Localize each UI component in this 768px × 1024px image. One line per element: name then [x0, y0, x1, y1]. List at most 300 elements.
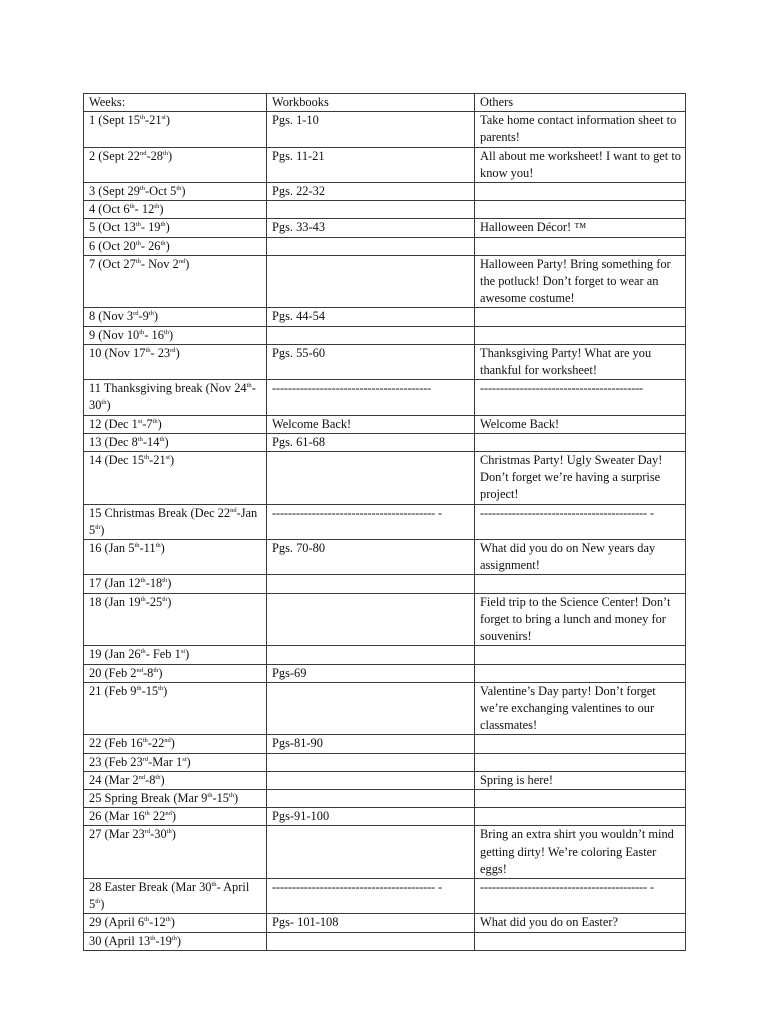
- workbook-pages: Welcome Back!: [272, 416, 352, 431]
- table-row: [84, 344, 686, 379]
- ordinal-suffix: st: [161, 114, 166, 122]
- table-row: [84, 682, 686, 735]
- week-text-part: ): [100, 522, 105, 537]
- week-label: [89, 112, 262, 129]
- week-text-part: ): [159, 202, 164, 217]
- others-note: Valentine’s Day party! Don’t forget we’re exchanging valentines to our classmates!: [480, 683, 656, 733]
- others-cell: [475, 452, 686, 505]
- week-label: [89, 308, 262, 325]
- table-row: [84, 183, 686, 201]
- others-cell: [475, 112, 686, 147]
- others-cell: [475, 255, 686, 308]
- week-cell: [84, 380, 267, 415]
- week-text-part: 22: [149, 809, 166, 824]
- week-text-part: 3 (Sept 29: [89, 184, 140, 199]
- week-text-part: 8 (Nov 3: [89, 309, 134, 324]
- week-text-part: ): [170, 453, 175, 468]
- table-row: [84, 808, 686, 826]
- ordinal-suffix: th: [228, 791, 235, 799]
- header-workbooks: Workbooks: [267, 94, 475, 112]
- week-text-part: ): [181, 184, 186, 199]
- week-cell: [84, 735, 267, 753]
- week-cell: [84, 914, 267, 932]
- week-cell: [84, 415, 267, 433]
- table-row: [84, 789, 686, 807]
- ordinal-suffix: th: [129, 203, 135, 211]
- others-cell: [475, 308, 686, 326]
- ordinal-suffix: th: [171, 934, 177, 942]
- others-cell: [475, 219, 686, 237]
- week-text-part: ): [153, 309, 159, 324]
- table-row: [84, 433, 686, 451]
- workbook-cell: [267, 326, 475, 344]
- week-cell: [84, 826, 267, 879]
- week-text-part: -15: [212, 790, 229, 805]
- week-text-part: 28 Easter Break (Mar 30: [89, 879, 212, 894]
- week-text-part: -25: [145, 594, 163, 609]
- table-row: [84, 932, 686, 950]
- others-note: Halloween Party! Bring something for the potluck! Don’t forget to wear an awesome costume!: [480, 256, 671, 306]
- week-text-part: -Oct 5: [145, 184, 177, 199]
- week-text-part: ): [170, 915, 175, 930]
- ordinal-suffix: nd: [230, 506, 237, 514]
- week-text-part: -30: [150, 827, 167, 842]
- week-label: [89, 505, 262, 539]
- others-note: ------------------------------------------ -: [480, 505, 654, 520]
- week-text-part: ): [170, 736, 175, 751]
- others-note: What did you do on Easter?: [480, 915, 618, 930]
- week-label: [89, 790, 262, 807]
- week-text-part: ): [176, 933, 182, 948]
- workbook-cell: [267, 808, 475, 826]
- week-text-part: -8: [145, 772, 156, 787]
- table-row: [84, 771, 686, 789]
- week-text-part: 7 (Oct 27: [89, 256, 136, 271]
- week-label: [89, 808, 262, 825]
- workbook-cell: [267, 504, 475, 539]
- week-cell: [84, 575, 267, 593]
- workbook-cell: [267, 308, 475, 326]
- ordinal-suffix: th: [140, 648, 146, 656]
- ordinal-suffix: th: [160, 239, 166, 247]
- others-cell: [475, 753, 686, 771]
- week-text-part: 9 (Nov 10: [89, 327, 140, 342]
- ordinal-suffix: th: [160, 221, 166, 229]
- week-text-part: ): [169, 327, 174, 342]
- ordinal-suffix: th: [166, 828, 172, 836]
- week-label: [89, 148, 262, 165]
- others-cell: [475, 540, 686, 575]
- week-label: [89, 646, 262, 663]
- ordinal-suffix: nd: [139, 149, 147, 157]
- ordinal-suffix: th: [137, 435, 143, 443]
- ordinal-suffix: th: [145, 346, 151, 354]
- week-cell: [84, 540, 267, 575]
- week-text-part: ): [186, 754, 191, 769]
- week-text-part: ): [165, 113, 171, 128]
- header-weeks: Weeks:: [84, 94, 267, 112]
- week-label: [89, 452, 262, 469]
- week-text-part: 16 (Jan 5: [89, 541, 135, 556]
- ordinal-suffix: th: [150, 934, 156, 942]
- workbook-pages: Pgs. 1-10: [272, 113, 319, 128]
- week-cell: [84, 932, 267, 950]
- workbook-cell: [267, 219, 475, 237]
- ordinal-suffix: nd: [178, 257, 186, 265]
- week-cell: [84, 593, 267, 646]
- workbook-cell: [267, 452, 475, 505]
- ordinal-suffix: th: [162, 595, 168, 603]
- ordinal-suffix: th: [162, 577, 168, 585]
- ordinal-suffix: rd: [142, 755, 149, 763]
- table-row: [84, 540, 686, 575]
- week-label: [89, 665, 262, 682]
- week-text-part: 10 (Nov 17: [89, 345, 146, 360]
- week-text-part: -Mar 1: [148, 754, 183, 769]
- others-note: All about me worksheet! I want to get to know you!: [480, 148, 681, 180]
- ordinal-suffix: th: [136, 684, 142, 692]
- table-row: [84, 237, 686, 255]
- ordinal-suffix: th: [144, 916, 150, 924]
- others-cell: [475, 826, 686, 879]
- workbook-pages: Pgs. 11-21: [272, 148, 325, 163]
- week-text-part: ): [158, 665, 163, 680]
- week-text-part: 30 (April 13: [89, 933, 151, 948]
- ordinal-suffix: th: [135, 257, 141, 265]
- week-text-part: 15 Christmas Break (Dec 22: [89, 505, 231, 520]
- ordinal-suffix: th: [211, 880, 217, 888]
- week-text-part: ): [106, 398, 111, 413]
- week-text-part: ): [168, 148, 173, 163]
- others-cell: [475, 237, 686, 255]
- ordinal-suffix: nd: [165, 810, 172, 818]
- workbook-cell: [267, 878, 475, 913]
- week-text-part: 4 (Oct 6: [89, 202, 130, 217]
- week-text-part: - 26: [140, 238, 161, 253]
- workbook-cell: [267, 826, 475, 879]
- week-label: [89, 879, 262, 913]
- week-text-part: -11: [139, 541, 156, 556]
- week-text-part: 21 (Feb 9: [89, 683, 137, 698]
- week-label: [89, 416, 262, 433]
- week-label: [89, 238, 262, 255]
- week-text-part: 18 (Jan 19: [89, 594, 141, 609]
- week-text-part: 17 (Jan 12: [89, 576, 141, 591]
- week-text-part: ): [164, 434, 169, 449]
- others-note: What did you do on New years day assignment!: [480, 541, 656, 573]
- others-cell: [475, 575, 686, 593]
- ordinal-suffix: th: [144, 810, 150, 818]
- workbook-cell: [267, 914, 475, 932]
- table-row: [84, 593, 686, 646]
- ordinal-suffix: th: [176, 185, 182, 193]
- others-cell: [475, 593, 686, 646]
- week-text-part: -15: [141, 683, 159, 698]
- workbook-pages: Pgs. 61-68: [272, 434, 326, 449]
- table-row: [84, 255, 686, 308]
- others-cell: [475, 932, 686, 950]
- ordinal-suffix: th: [153, 666, 159, 674]
- week-label: [89, 683, 262, 700]
- workbook-pages: Pgs. 22-32: [272, 184, 326, 199]
- week-text-part: 23 (Feb 23: [89, 754, 143, 769]
- week-text-part: 1 (Sept 15: [89, 113, 140, 128]
- ordinal-suffix: th: [139, 328, 145, 336]
- others-cell: [475, 682, 686, 735]
- table-row: [84, 326, 686, 344]
- schedule-table: [83, 93, 686, 951]
- ordinal-suffix: th: [158, 684, 164, 692]
- others-cell: [475, 664, 686, 682]
- workbook-pages: Pgs-91-100: [272, 809, 330, 824]
- ordinal-suffix: st: [165, 454, 170, 462]
- workbook-pages: Pgs- 101-108: [272, 915, 339, 930]
- ordinal-suffix: th: [135, 221, 141, 229]
- week-text-part: -Jan 5: [89, 505, 258, 537]
- workbook-cell: [267, 789, 475, 807]
- week-text-part: ): [167, 576, 172, 591]
- week-text-part: -8: [143, 665, 154, 680]
- workbook-cell: [267, 183, 475, 201]
- others-cell: [475, 735, 686, 753]
- ordinal-suffix: th: [134, 542, 140, 550]
- week-label: [89, 594, 262, 611]
- week-cell: [84, 789, 267, 807]
- week-label: [89, 219, 262, 236]
- week-text-part: - 16: [144, 327, 164, 342]
- ordinal-suffix: th: [95, 523, 101, 531]
- ordinal-suffix: th: [155, 542, 161, 550]
- ordinal-suffix: th: [148, 310, 154, 318]
- ordinal-suffix: nd: [138, 773, 146, 781]
- table-header: [84, 94, 686, 112]
- week-text-part: -12: [149, 915, 166, 930]
- ordinal-suffix: rd: [170, 346, 176, 354]
- week-label: [89, 826, 262, 843]
- week-text-part: ): [160, 772, 165, 787]
- workbook-cell: [267, 201, 475, 219]
- workbook-cell: [267, 932, 475, 950]
- table-row: [84, 753, 686, 771]
- others-note: Bring an extra shirt you wouldn’t mind getting dirty! We’re coloring Easter eggs!: [480, 827, 674, 876]
- workbook-cell: [267, 771, 475, 789]
- week-text-part: - April 5: [89, 879, 250, 912]
- week-text-part: 20 (Feb 2: [89, 665, 137, 680]
- week-label: [89, 540, 262, 557]
- workbook-pages: ----------------------------------------- -: [272, 879, 442, 894]
- week-text-part: -19: [155, 933, 172, 948]
- week-cell: [84, 112, 267, 147]
- table-row: [84, 664, 686, 682]
- ordinal-suffix: th: [140, 595, 146, 603]
- others-note: Halloween Décor! ™: [480, 220, 587, 235]
- others-cell: [475, 878, 686, 913]
- week-text-part: -14: [142, 434, 160, 449]
- week-text-part: 22 (Feb 16: [89, 736, 143, 751]
- ordinal-suffix: th: [246, 382, 252, 390]
- week-text-part: - 19: [140, 220, 161, 235]
- week-text-part: - 23: [150, 345, 171, 360]
- table-row: [84, 878, 686, 913]
- header-others: Others: [475, 94, 686, 112]
- table-row: [84, 504, 686, 539]
- others-note: Field trip to the Science Center! Don’t forget to bring a lunch and money for souvenirs!: [480, 594, 671, 644]
- table-row: [84, 201, 686, 219]
- week-text-part: 6 (Oct 20: [89, 238, 136, 253]
- week-label: [89, 380, 262, 414]
- others-note: Welcome Back!: [480, 416, 560, 431]
- week-cell: [84, 646, 267, 664]
- ordinal-suffix: th: [144, 454, 150, 462]
- table-row: [84, 452, 686, 505]
- week-cell: [84, 664, 267, 682]
- table-row: [84, 219, 686, 237]
- ordinal-suffix: th: [159, 435, 165, 443]
- week-text-part: -9: [138, 309, 149, 324]
- ordinal-suffix: st: [180, 648, 186, 656]
- workbook-pages: ----------------------------------------- -: [272, 505, 442, 520]
- workbook-cell: [267, 255, 475, 308]
- week-text-part: ): [157, 416, 162, 431]
- ordinal-suffix: th: [140, 577, 146, 585]
- week-text-part: - 30: [89, 381, 256, 413]
- table-row: [84, 112, 686, 147]
- ordinal-suffix: nd: [164, 737, 171, 745]
- table-row: [84, 415, 686, 433]
- workbook-cell: [267, 540, 475, 575]
- others-cell: [475, 771, 686, 789]
- ordinal-suffix: th: [207, 791, 213, 799]
- week-label: [89, 772, 262, 789]
- ordinal-suffix: st: [137, 417, 143, 425]
- week-text-part: 11 Thanksgiving break (Nov 24: [89, 381, 247, 396]
- others-cell: [475, 201, 686, 219]
- workbook-cell: [267, 344, 475, 379]
- workbook-cell: [267, 593, 475, 646]
- others-cell: [475, 326, 686, 344]
- workbook-pages: ----------------------------------------: [272, 381, 432, 396]
- table-row: [84, 575, 686, 593]
- week-label: [89, 434, 262, 451]
- week-label: [89, 933, 262, 950]
- workbook-cell: [267, 112, 475, 147]
- week-cell: [84, 344, 267, 379]
- week-text-part: ): [100, 897, 105, 912]
- others-note: Christmas Party! Ugly Sweater Day! Don’t forget we’re having a surprise project!: [480, 453, 663, 502]
- week-label: [89, 735, 262, 752]
- week-text-part: - Feb 1: [145, 647, 181, 662]
- week-label: [89, 256, 262, 273]
- others-note: Take home contact information sheet to parents!: [480, 113, 677, 145]
- week-text-part: -28: [146, 148, 163, 163]
- ordinal-suffix: th: [152, 417, 158, 425]
- week-cell: [84, 201, 267, 219]
- ordinal-suffix: th: [135, 239, 141, 247]
- others-cell: [475, 433, 686, 451]
- week-text-part: -22: [147, 736, 165, 751]
- others-note: Spring is here!: [480, 772, 553, 787]
- week-label: [89, 327, 262, 344]
- ordinal-suffix: th: [139, 185, 145, 193]
- week-label: [89, 201, 262, 218]
- workbook-cell: [267, 753, 475, 771]
- week-text-part: 29 (April 6: [89, 915, 145, 930]
- week-cell: [84, 452, 267, 505]
- week-cell: [84, 237, 267, 255]
- ordinal-suffix: th: [95, 898, 101, 906]
- workbook-cell: [267, 575, 475, 593]
- ordinal-suffix: st: [182, 755, 187, 763]
- week-text-part: 19 (Jan 26: [89, 647, 141, 662]
- workbook-cell: [267, 380, 475, 415]
- others-cell: [475, 344, 686, 379]
- table-row: [84, 646, 686, 664]
- week-cell: [84, 753, 267, 771]
- week-text-part: 14 (Dec 15: [89, 453, 145, 468]
- week-text-part: ): [163, 683, 168, 698]
- week-text-part: 12 (Dec 1: [89, 416, 138, 431]
- workbook-cell: [267, 664, 475, 682]
- week-cell: [84, 682, 267, 735]
- week-cell: [84, 255, 267, 308]
- week-label: [89, 575, 262, 592]
- week-text-part: -18: [145, 576, 163, 591]
- week-label: [89, 183, 262, 200]
- week-cell: [84, 878, 267, 913]
- week-text-part: ): [175, 345, 180, 360]
- week-text-part: 24 (Mar 2: [89, 772, 139, 787]
- week-cell: [84, 219, 267, 237]
- workbook-cell: [267, 646, 475, 664]
- header-row: [84, 94, 686, 112]
- workbook-pages: Pgs. 44-54: [272, 309, 326, 324]
- ordinal-suffix: th: [165, 916, 171, 924]
- workbook-pages: Pgs-69: [272, 665, 307, 680]
- week-text-part: ): [167, 594, 172, 609]
- others-note: ------------------------------------------ -: [480, 879, 654, 894]
- ordinal-suffix: th: [142, 737, 148, 745]
- others-cell: [475, 147, 686, 182]
- ordinal-suffix: th: [162, 149, 169, 157]
- workbook-cell: [267, 735, 475, 753]
- workbook-cell: [267, 433, 475, 451]
- week-text-part: ): [234, 790, 239, 805]
- workbook-pages: Pgs. 33-43: [272, 220, 326, 235]
- week-text-part: 27 (Mar 23: [89, 827, 145, 842]
- ordinal-suffix: th: [155, 773, 161, 781]
- workbook-pages: Pgs-81-90: [272, 736, 323, 751]
- table-row: [84, 914, 686, 932]
- ordinal-suffix: th: [139, 114, 145, 122]
- week-text-part: ): [171, 827, 176, 842]
- workbook-cell: [267, 682, 475, 735]
- week-text-part: -21: [145, 113, 162, 128]
- ordinal-suffix: rd: [144, 828, 151, 836]
- workbook-pages: Pgs. 55-60: [272, 345, 326, 360]
- others-cell: [475, 789, 686, 807]
- week-label: [89, 345, 262, 362]
- others-cell: [475, 380, 686, 415]
- table-row: [84, 380, 686, 415]
- workbook-cell: [267, 237, 475, 255]
- workbook-cell: [267, 147, 475, 182]
- week-text-part: 26 (Mar 16: [89, 809, 145, 824]
- week-cell: [84, 308, 267, 326]
- others-cell: [475, 415, 686, 433]
- week-text-part: ): [165, 238, 170, 253]
- week-text-part: - Nov 2: [140, 256, 179, 271]
- week-text-part: ): [171, 809, 176, 824]
